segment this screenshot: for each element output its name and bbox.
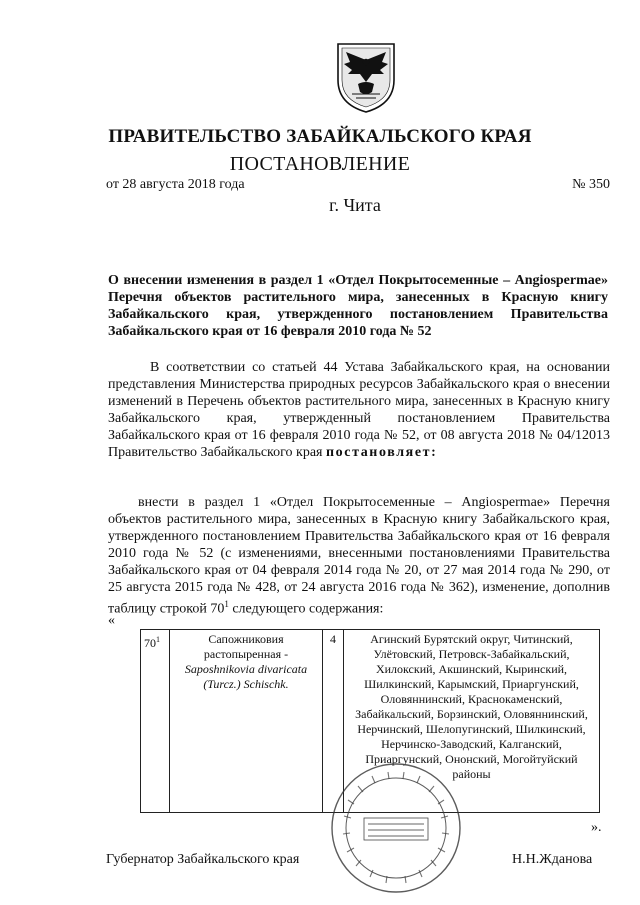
city: г. Чита bbox=[329, 195, 381, 215]
document-type: ПОСТАНОВЛЕНИЕ bbox=[229, 153, 411, 175]
document-date: от 28 августа 2018 года bbox=[106, 177, 245, 192]
cell-category: 4 bbox=[323, 630, 344, 813]
signatory-role: Губернатор Забайкальского края bbox=[106, 852, 300, 867]
coat-of-arms-icon bbox=[334, 40, 398, 114]
row-number: 70 bbox=[144, 636, 156, 650]
preamble-text: В соответствии со статьей 44 Устава Забайкальского края, на основании представления Министерства природных ресурсов Забайкальского края о внесении изменений в Перечень объектов растительного мира, занесенных в Красную книгу Забайкальского края, утвержденный постановлением Правительства Забайкальского края от 16 февраля 2010 года № 52, от 08 августа 2018 № 04/12013 Правительство Забайкальского края bbox=[108, 360, 610, 460]
quote-close: ». bbox=[591, 820, 602, 835]
document-number: № 350 bbox=[572, 177, 610, 192]
government-title: ПРАВИТЕЛЬСТВО ЗАБАЙКАЛЬСКОГО КРАЯ bbox=[108, 126, 532, 147]
row-number-sup: 1 bbox=[156, 635, 160, 644]
decree-word: постановляет: bbox=[325, 445, 438, 460]
quote-open: « bbox=[108, 613, 115, 628]
resolution-text-end: следующего содержания: bbox=[228, 601, 384, 617]
cell-districts: Агинский Бурятский округ, Читинский, Улётовский, Петровск-Забайкальский, Хилокский, Акшинский, Кыринский, Шилкинский, Карымский, Приаргунский, Оловяннинский, Краснокаменский, Забайкальский, Борзинский, Оловяннинский, Нерчинский, Шелопугинский, Шилкинский, Нерчинско-Заводский, Калганский, Приаргунский, Ононский, Могойтуйский районы bbox=[344, 630, 600, 813]
preamble-paragraph bbox=[108, 359, 610, 461]
document-heading: О внесении изменения в раздел 1 «Отдел Покрытосеменные – Angiospermae» Перечня объектов растительного мира, занесенных в Красную книгу Забайкальского края, утвержденного постановлением Правительства Забайкальского края от 16 февраля 2010 года № 52 bbox=[108, 273, 608, 339]
resolution-paragraph bbox=[108, 494, 610, 618]
cell-row-number bbox=[141, 630, 170, 813]
cell-species-name bbox=[170, 630, 323, 813]
official-stamp-icon bbox=[328, 760, 464, 896]
species-name-ru: Сапожниковия растопыренная - bbox=[203, 632, 289, 661]
signatory-name: Н.Н.Жданова bbox=[512, 852, 593, 867]
species-name-latin: Saposhnikovia divaricata (Turcz.) Schischk. bbox=[184, 662, 308, 691]
resolution-text: внести в раздел 1 «Отдел Покрытосеменные – Angiospermae» Перечня объектов растительного мира, занесенных в Красную книгу Забайкальского края, утвержденного постановлением Правительства Забайкальского края от 16 февраля 2010 года № 52 (с изменениями, внесенными постановлениями Правительства Забайкальского края от 04 февраля 2014 года № 20, от 27 мая 2014 года № 290, от 25 августа 2015 года № 428, от 24 августа 2016 года № 362), изменение, дополнив таблицу строкой 70 bbox=[108, 495, 610, 617]
row-number-superscript: 1 bbox=[224, 599, 229, 609]
